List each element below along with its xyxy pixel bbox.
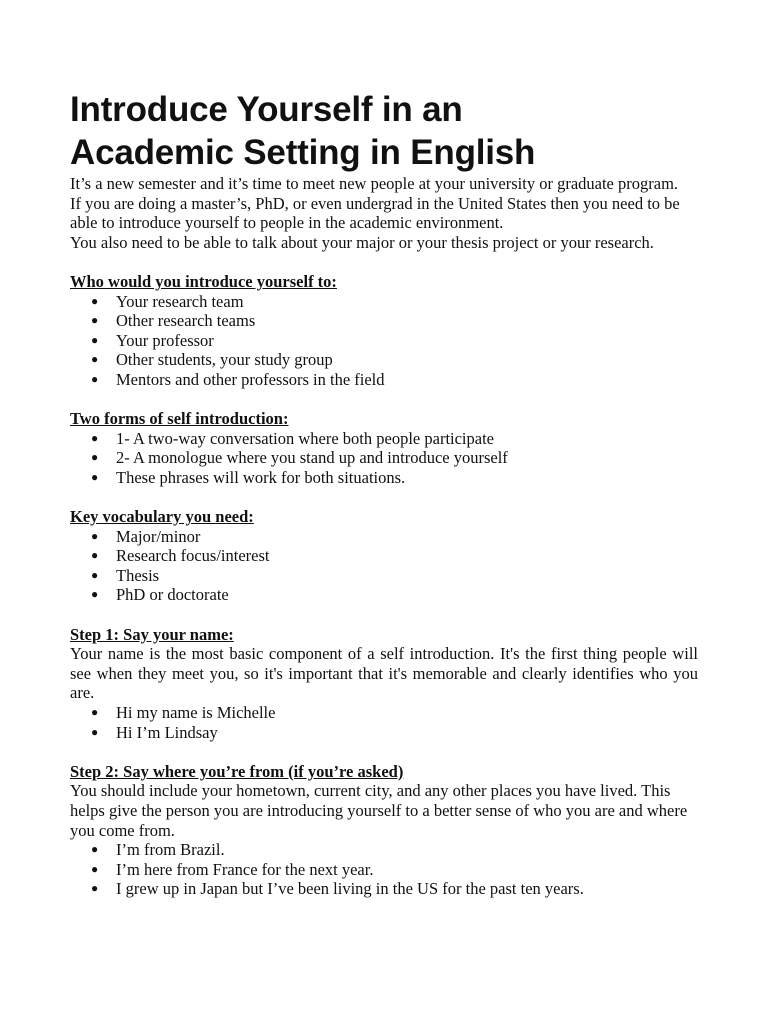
bullet-list (70, 527, 698, 605)
section-step-2 (70, 762, 698, 899)
section-paragraph: You should include your hometown, current city, and any other places you have lived. This helps give the person you are introducing yourself to a better sense of who you are and where you come from. (70, 781, 688, 840)
section-heading: Step 1: Say your name: (70, 624, 234, 644)
list-item: ● Major/minor (91, 526, 201, 546)
list-item: ● 1- A two-way conversation where both people participate (91, 428, 495, 448)
bullet-list (70, 840, 698, 899)
section-step-1 (70, 625, 698, 743)
page-title (70, 88, 698, 174)
title-line-2: Academic Setting in English (70, 133, 536, 172)
list-item: ● Hi my name is Michelle (91, 703, 276, 723)
bullet-icon: ● (91, 371, 99, 386)
bullet-icon: ● (91, 548, 99, 563)
list-item: ● Thesis (91, 565, 160, 585)
bullet-list (70, 292, 698, 390)
bullet-icon: ● (91, 450, 99, 465)
bullet-icon: ● (91, 293, 99, 308)
list-item: ● 2- A monologue where you stand up and introduce yourself (91, 448, 508, 468)
list-item: ● Mentors and other professors in the field (91, 369, 385, 389)
bullet-icon: ● (91, 430, 99, 445)
list-item: ● Research focus/interest (91, 546, 270, 566)
bullet-icon: ● (91, 724, 99, 739)
section-heading: Two forms of self introduction: (70, 409, 289, 429)
bullet-icon: ● (91, 469, 99, 484)
list-item: ● I’m here from France for the next year. (91, 859, 374, 879)
bullet-icon: ● (91, 332, 99, 347)
section-who (70, 272, 698, 390)
section-two-forms (70, 409, 698, 487)
bullet-icon: ● (91, 352, 99, 367)
section-heading: Step 2: Say where you’re from (if you’re asked) (70, 761, 404, 781)
list-item: ● I’m from Brazil. (91, 840, 225, 860)
list-item: ● I grew up in Japan but I’ve been living in the US for the past ten years. (91, 879, 584, 899)
list-item: ● Other research teams (91, 311, 256, 331)
intro-paragraph-3: You also need to be able to talk about your major or your thesis project or your research. (70, 232, 654, 252)
list-item: ● PhD or doctorate (91, 585, 229, 605)
section-paragraph: Your name is the most basic component of a self introduction. It's the first thing people will see when they meet you, so it's important that it's memorable and clearly identifies who you are. (70, 644, 698, 703)
intro-paragraph-1: It’s a new semester and it’s time to meet new people at your university or graduate program. (70, 174, 679, 193)
list-item: ● Hi I’m Lindsay (91, 722, 218, 742)
document-page (70, 88, 698, 899)
bullet-icon: ● (91, 567, 99, 582)
title-line-1: Introduce Yourself in an (70, 90, 463, 129)
bullet-icon: ● (91, 881, 99, 896)
bullet-icon: ● (91, 861, 99, 876)
bullet-icon: ● (91, 705, 99, 720)
intro-paragraph-2: If you are doing a master’s, PhD, or even undergrad in the United States then you need to be able to introduce yourself to people in the academic environment. (70, 193, 680, 233)
bullet-icon: ● (91, 842, 99, 857)
bullet-icon: ● (91, 587, 99, 602)
section-heading: Who would you introduce yourself to: (70, 271, 337, 291)
list-item: ● Other students, your study group (91, 350, 333, 370)
bullet-list (70, 429, 698, 488)
list-item: ● Your professor (91, 330, 214, 350)
bullet-icon: ● (91, 528, 99, 543)
section-key-vocabulary (70, 507, 698, 605)
bullet-icon: ● (91, 313, 99, 328)
section-heading: Key vocabulary you need: (70, 507, 254, 527)
bullet-list (70, 703, 698, 742)
list-item: ● These phrases will work for both situations. (91, 467, 406, 487)
list-item: ● Your research team (91, 291, 244, 311)
